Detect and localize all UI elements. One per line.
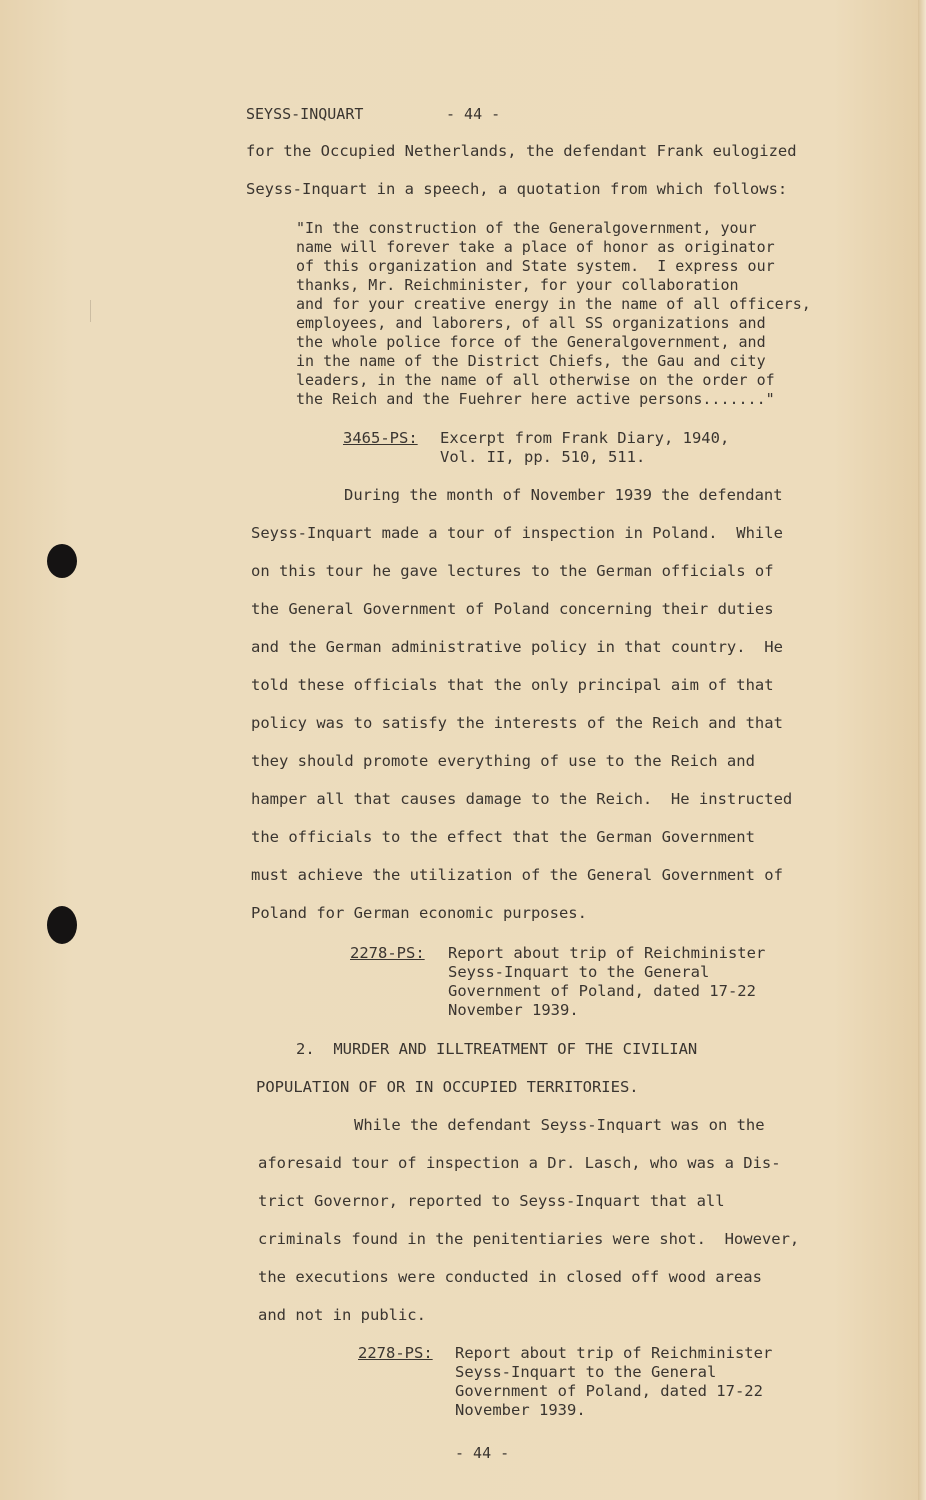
- quote-line: the Reich and the Fuehrer here active persons.......": [296, 390, 775, 408]
- reference-line: November 1939.: [455, 1401, 586, 1419]
- section-heading: POPULATION OF OR IN OCCUPIED TERRITORIES.: [256, 1078, 639, 1096]
- reference-line: Government of Poland, dated 17-22: [448, 982, 756, 1000]
- paragraph-line: they should promote everything of use to the Reich and: [251, 752, 755, 770]
- header-page-number: - 44 -: [446, 105, 501, 123]
- paragraph-line: the General Government of Poland concerning their duties: [251, 600, 774, 618]
- reference-line: Report about trip of Reichminister: [448, 944, 766, 962]
- quote-line: in the name of the District Chiefs, the Gau and city: [296, 352, 766, 370]
- header-name: SEYSS-INQUART: [246, 105, 364, 123]
- paper-edge: [918, 0, 926, 1500]
- paragraph-line: trict Governor, reported to Seyss-Inquart that all: [258, 1192, 725, 1210]
- quote-line: employees, and laborers, of all SS organizations and: [296, 314, 766, 332]
- reference-line: Report about trip of Reichminister: [455, 1344, 773, 1362]
- paragraph-line: hamper all that causes damage to the Reich. He instructed: [251, 790, 793, 808]
- quote-line: and for your creative energy in the name of all officers,: [296, 295, 811, 313]
- quote-line: the whole police force of the Generalgovernment, and: [296, 333, 766, 351]
- reference-id: 2278-PS:: [350, 944, 425, 962]
- paragraph-line: policy was to satisfy the interests of the Reich and that: [251, 714, 783, 732]
- reference-line: Excerpt from Frank Diary, 1940,: [440, 429, 730, 447]
- paragraph-line: Poland for German economic purposes.: [251, 904, 587, 922]
- paragraph-line: the officials to the effect that the German Government: [251, 828, 755, 846]
- paper-mark: [90, 300, 91, 322]
- reference-line: November 1939.: [448, 1001, 579, 1019]
- punch-hole: [47, 544, 77, 578]
- paragraph-line: While the defendant Seyss-Inquart was on the: [354, 1116, 765, 1134]
- reference-id: 3465-PS:: [343, 429, 418, 447]
- paragraph-line: aforesaid tour of inspection a Dr. Lasch, who was a Dis-: [258, 1154, 781, 1172]
- paragraph-line: criminals found in the penitentiaries were shot. However,: [258, 1230, 800, 1248]
- reference-line: Vol. II, pp. 510, 511.: [440, 448, 646, 466]
- intro-line: for the Occupied Netherlands, the defendant Frank eulogized: [246, 142, 797, 160]
- quote-line: name will forever take a place of honor as originator: [296, 238, 775, 256]
- paragraph-line: and the German administrative policy in that country. He: [251, 638, 783, 656]
- paragraph-line: on this tour he gave lectures to the German officials of: [251, 562, 774, 580]
- reference-id: 2278-PS:: [358, 1344, 433, 1362]
- paragraph-line: must achieve the utilization of the General Government of: [251, 866, 783, 884]
- reference-line: Government of Poland, dated 17-22: [455, 1382, 763, 1400]
- quote-line: of this organization and State system. I express our: [296, 257, 775, 275]
- paragraph-line: Seyss-Inquart made a tour of inspection in Poland. While: [251, 524, 783, 542]
- punch-hole: [47, 906, 77, 944]
- paragraph-line: the executions were conducted in closed off wood areas: [258, 1268, 762, 1286]
- paragraph-line: During the month of November 1939 the defendant: [344, 486, 783, 504]
- intro-line: Seyss-Inquart in a speech, a quotation from which follows:: [246, 180, 788, 198]
- section-heading: 2. MURDER AND ILLTREATMENT OF THE CIVILIAN: [296, 1040, 698, 1058]
- quote-line: "In the construction of the Generalgovernment, your: [296, 219, 757, 237]
- footer-page-number: - 44 -: [455, 1444, 510, 1462]
- paragraph-line: and not in public.: [258, 1306, 426, 1324]
- quote-line: thanks, Mr. Reichminister, for your collaboration: [296, 276, 739, 294]
- paragraph-line: told these officials that the only principal aim of that: [251, 676, 774, 694]
- quote-line: leaders, in the name of all otherwise on the order of: [296, 371, 775, 389]
- reference-line: Seyss-Inquart to the General: [448, 963, 710, 981]
- reference-line: Seyss-Inquart to the General: [455, 1363, 717, 1381]
